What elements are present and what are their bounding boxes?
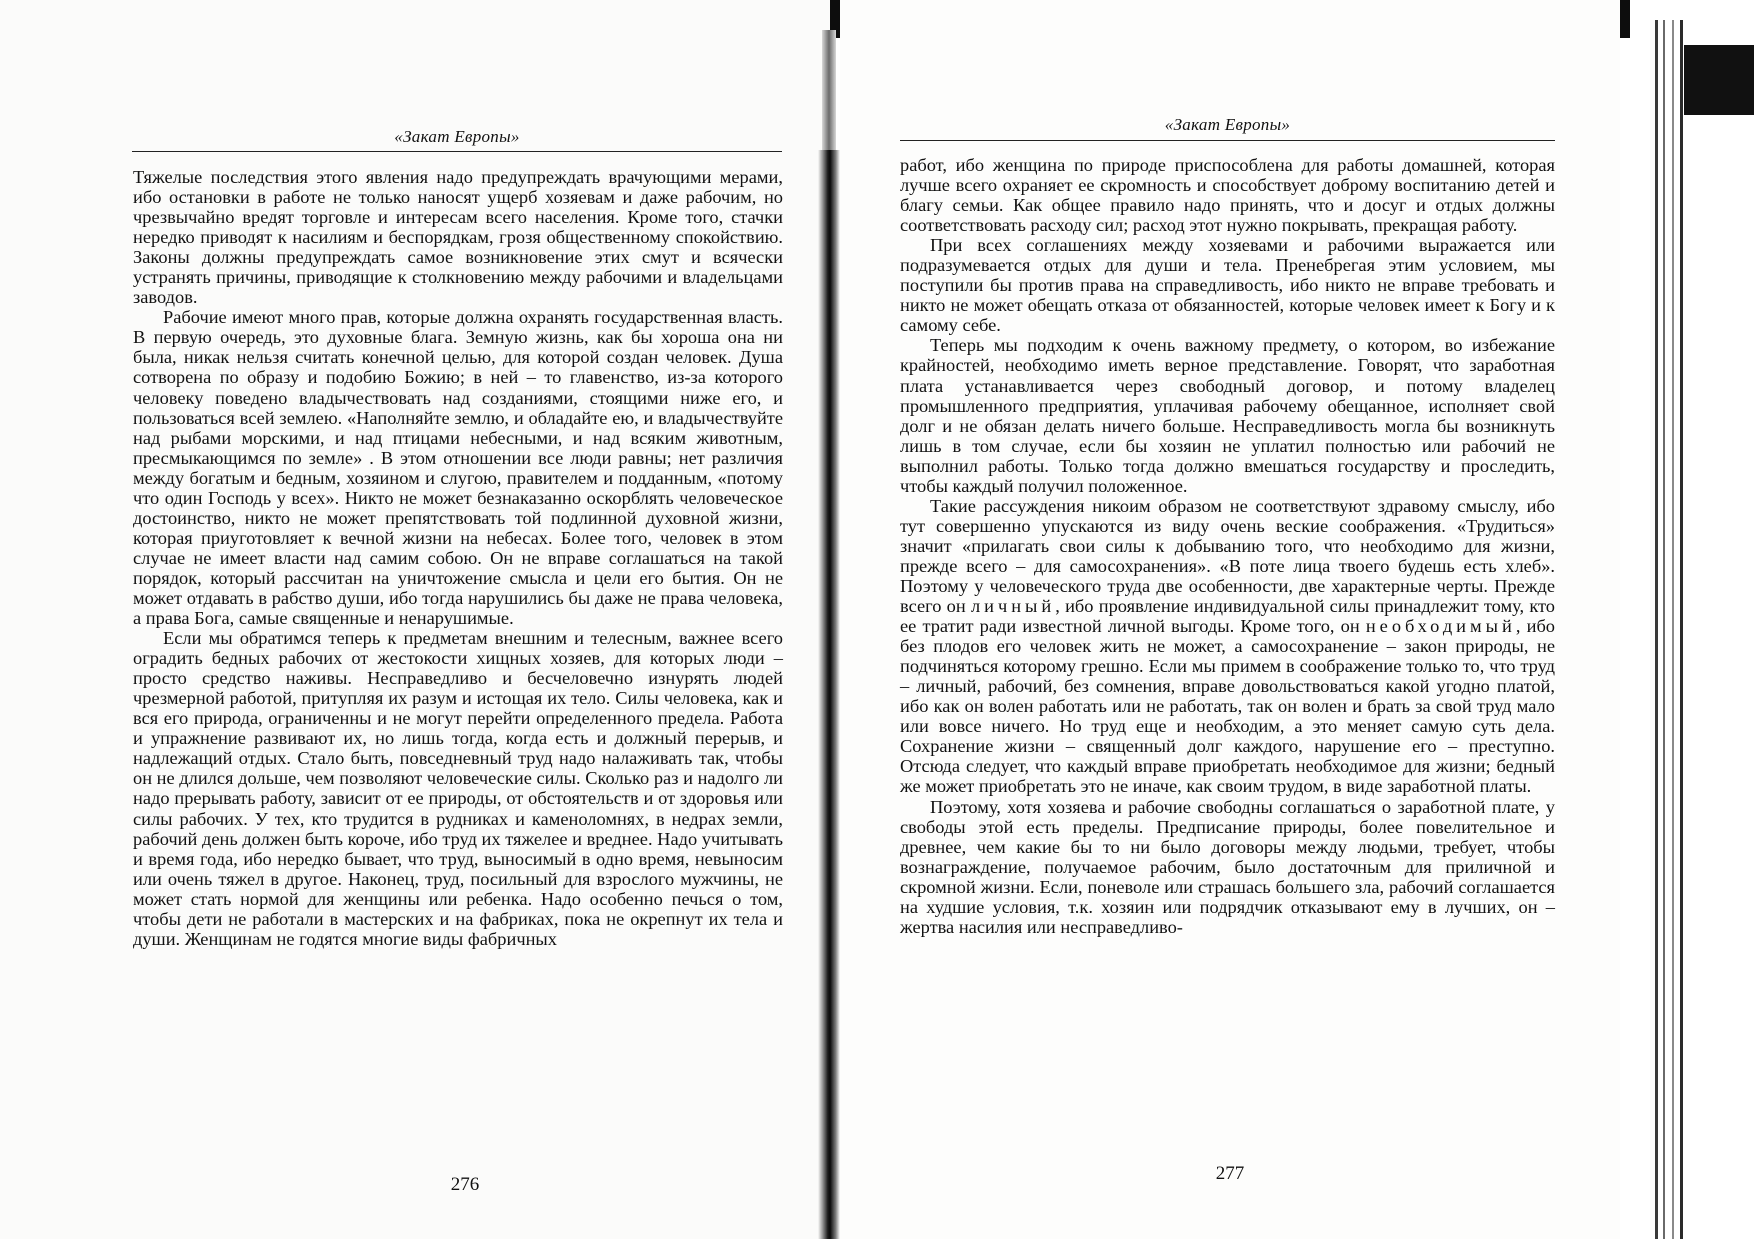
paragraph: Теперь мы подходим к очень важному предмету, о котором, во избежание крайностей, необходимо иметь верное представление. Говорят, что заработная плата устанавливается через свободный договор, и потому владелец промышленного предприятия, уплачивая рабочему обещанное, исполняет свой долг и не обязан делать ничего больше. Несправедливость могла бы возникнуть лишь в том случае, если бы хозяин не уплатил полностью или рабочий не выполнил работы. Только тогда должно вмешаться государству и проследить, чтобы каждый получил положенное.: [900, 335, 1555, 496]
text-run: , ибо проявление индивидуальной силы принадлежит тому, кто ее тратит ради известной личной выгоды. Кроме того, он: [900, 596, 1556, 637]
page-number-left: 276: [450, 1174, 480, 1195]
running-header-left: «Закат Европы»: [394, 127, 520, 146]
page-edge-line: [1672, 20, 1674, 1239]
spaced-emphasis: необходимый: [1365, 616, 1516, 637]
paragraph: Если мы обратимся теперь к предметам внешним и телесным, важнее всего оградить бедных рабочих от жестокости хищных хозяев, для которых люди – просто средство наживы. Несправедливо и бесчеловечно изнурять людей чрезмерной работой, притупляя их разум и истощая их тело. Силы человека, как и вся его природа, ограниченны и не могут перейти определенного предела. Работа и упражнение развивают их, но лишь тогда, когда есть и должный перерыв, и надлежащий отдых. Стало быть, повседневный труд надо налаживать так, чтобы он не длился дольше, чем позволяют человеческие силы. Сколько раз и надолго ли надо прерывать работу, зависит от ее природы, от обстоятельств и от здоровья или силы рабочих. У тех, кто трудится в рудниках и каменоломнях, в недрах земли, рабочий день должен быть короче, ибо труд их тяжелее и вреднее. Надо учитывать и время года, ибо нередко бывает, что труд, выносимый в одно время, невыносим или очень тяжел в другое. Наконец, труд, посильный для взрослого мужчины, не может стать нормой для женщины или ребенка. Надо особенно печься о том, чтобы дети не работали в мастерских и на фабриках, пока не окрепнут их тела и души. Женщинам не годятся многие виды фабричных: [133, 628, 783, 949]
page-edge-line: [1655, 20, 1658, 1239]
page-number-right: 277: [1215, 1163, 1245, 1184]
paragraph: работ, ибо женщина по природе приспособлена для работы домашней, которая лучше всего охраняет ее скромность и способствует доброму воспитанию детей и благу семьи. Как общее правило надо принять, что и досуг и отдых должны соответствовать расходу сил; расход этот нужно покрывать, прекращая работу.: [900, 155, 1555, 236]
text-run: Такие рассуждения никоим образом не соответствуют здравому смыслу, ибо тут совершенно упускаются из виду очень веские соображения. «Трудиться» значит «прилагать свои силы к добыванию того, что необходимо для жизни, прежде всего – для самосохранения». «В поте лица твоего будешь есть хлеб». Поэтому у человеческого труда две особенности, две характерные черты. Прежде всего он: [900, 495, 1555, 617]
book-spine-top: [822, 30, 836, 155]
header-rule-left: [132, 151, 782, 152]
paragraph: [900, 496, 1555, 797]
page-edge-line: [1680, 20, 1683, 1239]
paragraph: При всех соглашениях между хозяевами и рабочими выражается или подразумевается отдых для души и тела. Пренебрегая этим условием, мы поступили бы против права на справедливость, ибо никто не вправе требовать и никто не может обещать отказа от обязанностей, которые человек имеет к Богу и к самому себе.: [900, 235, 1555, 336]
paragraph: Рабочие имеют много прав, которые должна охранять государственная власть. В первую очередь, это духовные блага. Земную жизнь, как бы хороша она ни была, никак нельзя считать конечной целью, для которой создан человек. Душа сотворена по образу и подобию Божию; в ней – то главенство, из-за которого человеку поведено владычествовать над созданиями, стоящими ниже его, и пользоваться всей землею. «Наполняйте землю, и обладайте ею, и владычествуйте над рыбами морскими, и над птицами небесными, и над всяким животным, пресмыкающимся по земле» . В этом отношении все люди равны; нет различия между богатым и бедным, хозяином и слугою, правителем и подданным, «потому что один Господь у всех». Никто не может безнаказанно оскорблять человеческое достоинство, никто не может препятствовать той подлинной духовной жизни, которая приуготовляет к вечной жизни на небесах. Более того, человек в этом случае не имеет власти над самим собою. Он не вправе соглашаться на такой порядок, который рассчитан на уничтожение смысла и цели его бытия. Он не может отдавать в рабство души, ибо тогда нарушились бы даже не права человека, а права Бога, самые священные и ненарушимые.: [133, 307, 783, 629]
page-edge-line: [1663, 20, 1665, 1239]
paragraph: Поэтому, хотя хозяева и рабочие свободны соглашаться о заработной плате, у свободы этой есть пределы. Предписание природы, более повелительное и древнее, чем какие бы то ни было договоры между людьми, требует, чтобы вознаграждение, получаемое рабочим, было достаточным для приличной и скромной жизни. Если, поневоле или страшась большего зла, рабочий соглашается на худшие условия, т.к. хозяин или подрядчик отказывают ему в лучших, он – жертва насилия или несправедливо-: [900, 796, 1555, 937]
right-page-text: [900, 155, 1555, 937]
left-page-text: [133, 167, 783, 949]
header-rule-right: [900, 140, 1555, 141]
text-run: , ибо без плодов его человек жить не может, а самосохранение – закон природы, не подчиняться которому грешно. Если мы примем в соображение только то, что труд – личный, рабочий, без сомнения, вправе довольствоваться какой угодно платой, ибо как он волен работать или не работать, так он волен и брать за свой труд мало или вовсе ничего. Но труд еще и необходим, а это меняет самую суть дела. Сохранение жизни – священный долг каждого, нарушение его – преступно. Отсюда следует, что каждый вправе приобретать необходимое для жизни; бедный же может приобретать это не иначе, как своим трудом, в виде заработной платы.: [900, 616, 1556, 797]
book-spine-gutter: [818, 150, 840, 1239]
running-header-right: «Закат Европы»: [1164, 115, 1291, 134]
scan-edge-block: [1684, 45, 1754, 115]
page-edges: [1630, 0, 1754, 1239]
paragraph: Тяжелые последствия этого явления надо предупреждать врачующими мерами, ибо остановки в работе не только наносят ущерб хозяевам и даже рабочим, но чрезвычайно вредят торговле и интересам всего населения. Кроме того, стачки нередко приводят к насилиям и беспорядкам, грозя общественному спокойствию. Законы должны предупреждать самое возникновение этих смут и всячески устранять причины, приводящие к столкновению между рабочими и владельцами заводов.: [133, 167, 783, 308]
spaced-emphasis: личный: [970, 596, 1056, 617]
